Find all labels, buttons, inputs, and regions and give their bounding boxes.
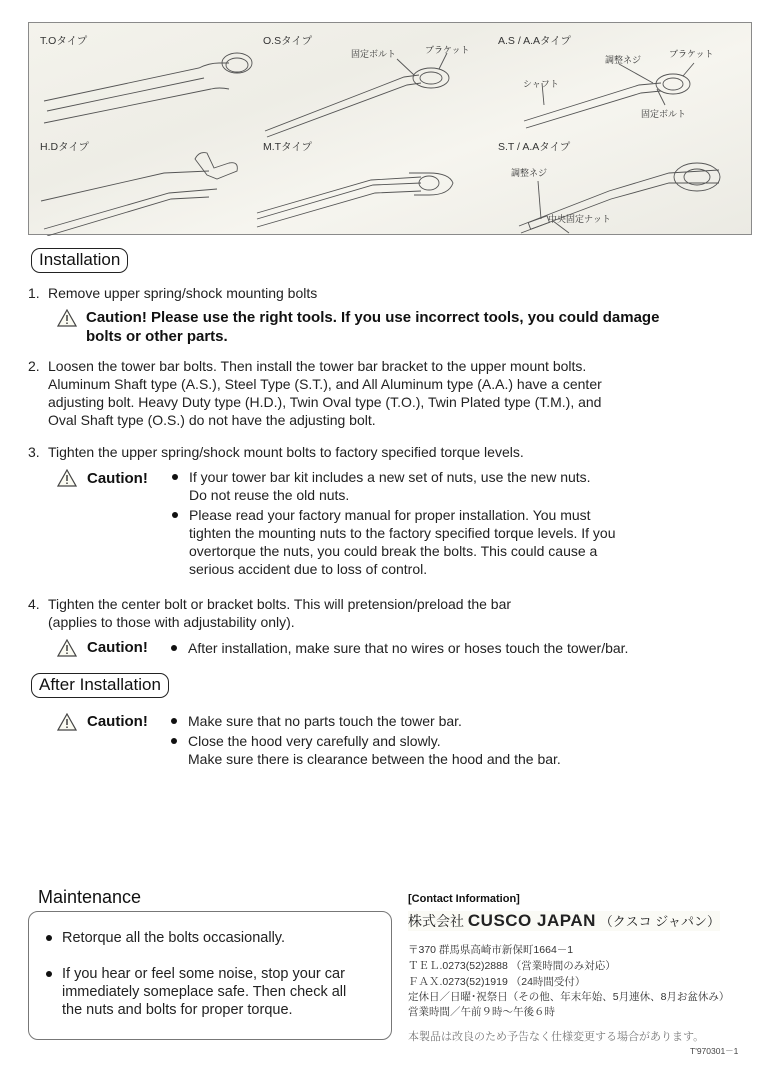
step-text: Remove upper spring/shock mounting bolts xyxy=(48,285,318,301)
bullet-line: Make sure that no parts touch the tower bar. xyxy=(188,713,462,729)
install-step-3 xyxy=(28,443,728,461)
step-text: Tighten the upper spring/shock mount bolts to factory specified torque levels. xyxy=(48,444,524,460)
contact-tel: ＴＥＬ.0273(52)2888 （営業時間のみ対応） xyxy=(408,960,616,972)
install-step-1 xyxy=(28,284,728,302)
step-number: 2. xyxy=(28,358,40,374)
bullet-line: Make sure there is clearance between the hood and the bar. xyxy=(188,751,561,767)
type-label-hd: H.Dタイプ xyxy=(40,141,90,153)
caution-bullet xyxy=(169,639,628,657)
callout-as-fixed-bolt: 固定ボルト xyxy=(641,109,687,119)
step-text-line: Oval Shaft type (O.S.) do not have the adjusting bolt. xyxy=(48,412,376,428)
step-number: 3. xyxy=(28,444,40,460)
maintenance-box xyxy=(28,911,392,1040)
callout-st-adjust-screw: 調整ネジ xyxy=(511,168,548,178)
company-name xyxy=(408,911,720,931)
caution-tools-line-1: Caution! Please use the right tools. If you use incorrect tools, you could damage xyxy=(86,309,660,326)
warning-triangle-icon xyxy=(57,309,77,327)
caution-label: Caution! xyxy=(87,639,148,656)
bullet-dot-icon xyxy=(46,935,52,941)
step-number: 1. xyxy=(28,285,40,301)
to-type-bar-drawing xyxy=(44,53,252,123)
bullet-line: If you hear or feel some noise, stop your car xyxy=(62,966,345,982)
type-label-os: O.Sタイプ xyxy=(263,35,313,47)
caution-step4-bullets xyxy=(169,639,628,657)
bullet-line: Do not reuse the old nuts. xyxy=(189,487,350,503)
maintenance-bullet xyxy=(62,965,346,1019)
after-installation-heading: After Installation xyxy=(31,673,169,698)
step-text-line: Tighten the center bolt or bracket bolts. This will pretension/preload the bar xyxy=(48,596,512,612)
contact-address: 〒370 群馬県高崎市新保町1664－1 xyxy=(408,944,574,956)
contact-hours: 営業時間／午前９時～午後６時 xyxy=(408,1006,555,1018)
type-label-as-aa: A.S / A.Aタイプ xyxy=(498,35,571,47)
bullet-line: the nuts and bolts for proper torque. xyxy=(62,1002,293,1018)
contact-holidays: 定休日／日曜･祝祭日（その他、年末年始、5月連休、8月お盆休み） xyxy=(408,991,730,1003)
warning-triangle-icon xyxy=(57,713,77,731)
bullet-line: Please read your factory manual for proper installation. You must xyxy=(189,507,591,523)
callout-os-bracket: ブラケット xyxy=(425,45,470,55)
bullet-line: Retorque all the bolts occasionally. xyxy=(62,930,285,946)
maintenance-bullet xyxy=(62,929,285,947)
caution-bullet xyxy=(170,468,615,504)
bullet-dot-icon xyxy=(46,971,52,977)
step-number: 4. xyxy=(28,596,40,612)
bullet-line: Close the hood very carefully and slowly. xyxy=(188,733,441,749)
warning-triangle-icon xyxy=(57,469,77,487)
hd-type-bar-drawing xyxy=(41,153,237,236)
caution-label: Caution! xyxy=(87,470,148,487)
install-step-4 xyxy=(28,595,728,631)
bullet-line: If your tower bar kit includes a new set of nuts, use the new nuts. xyxy=(189,469,591,485)
step-text-line: (applies to those with adjustability only). xyxy=(48,614,295,630)
after-installation-bullets xyxy=(169,712,561,768)
callout-as-bracket: ブラケット xyxy=(669,49,714,59)
bullet-line: After installation, make sure that no wires or hoses touch the tower/bar. xyxy=(188,640,629,656)
bullet-dot-icon xyxy=(172,474,178,480)
callout-as-shaft: シャフト xyxy=(523,79,559,89)
mt-type-bar-drawing xyxy=(257,173,453,227)
caution-bullet xyxy=(170,506,615,578)
callout-st-center-nut: 中央固定ナット xyxy=(548,214,611,224)
maintenance-heading: Maintenance xyxy=(38,887,142,907)
contact-heading: [Contact Information] xyxy=(408,893,520,905)
caution-step3-bullets xyxy=(170,468,615,578)
type-label-to: T.Oタイプ xyxy=(40,35,88,47)
callout-os-fixed-bolt: 固定ボルト xyxy=(351,49,397,59)
caution-bullet xyxy=(169,712,561,730)
step-text-line: Aluminum Shaft type (A.S.), Steel Type (S.T.), and All Aluminum type (A.A.) have a center xyxy=(48,376,602,392)
company-prefix: 株式会社 xyxy=(408,913,464,929)
bullet-line: serious accident due to loss of control. xyxy=(189,561,428,577)
bullet-line: immediately someplace safe. Then check all xyxy=(62,984,347,1000)
caution-label: Caution! xyxy=(87,713,148,730)
installation-heading: Installation xyxy=(31,248,128,273)
install-step-2 xyxy=(28,357,728,429)
bullet-dot-icon xyxy=(171,718,177,724)
caution-bullet xyxy=(169,732,561,768)
callout-as-adjust-screw: 調整ネジ xyxy=(605,55,642,65)
type-label-mt: M.Tタイプ xyxy=(263,141,313,153)
bullet-line: overtorque the nuts, you could break the bolts. This could cause a xyxy=(189,543,598,559)
warning-triangle-icon xyxy=(57,639,77,657)
caution-tools-line-2: bolts or other parts. xyxy=(86,328,228,345)
spec-change-notice: 本製品は改良のため予告なく仕様変更する場合があります。 xyxy=(408,1030,705,1043)
step-text-line: adjusting bolt. Heavy Duty type (H.D.), Twin Oval type (T.O.), Twin Plated type (T.M.), and xyxy=(48,394,602,410)
os-type-bar-drawing xyxy=(265,53,449,137)
company-brand: CUSCO JAPAN xyxy=(467,911,596,930)
tower-bar-types-diagram xyxy=(28,22,752,235)
type-label-st-aa: S.T / A.Aタイプ xyxy=(498,141,571,153)
document-number: T'970301－1 xyxy=(690,1046,739,1056)
step-text-line: Loosen the tower bar bolts. Then install the tower bar bracket to the upper mount bolts. xyxy=(48,358,587,374)
contact-fax: ＦＡＸ.0273(52)1919 （24時間受付） xyxy=(408,976,586,988)
bullet-dot-icon xyxy=(172,512,178,518)
bullet-line: tighten the mounting nuts to the factory specified torque levels. If you xyxy=(189,525,616,541)
bullet-dot-icon xyxy=(171,738,177,744)
company-kana: （クスコ ジャパン） xyxy=(599,914,720,929)
bullet-dot-icon xyxy=(171,645,177,651)
